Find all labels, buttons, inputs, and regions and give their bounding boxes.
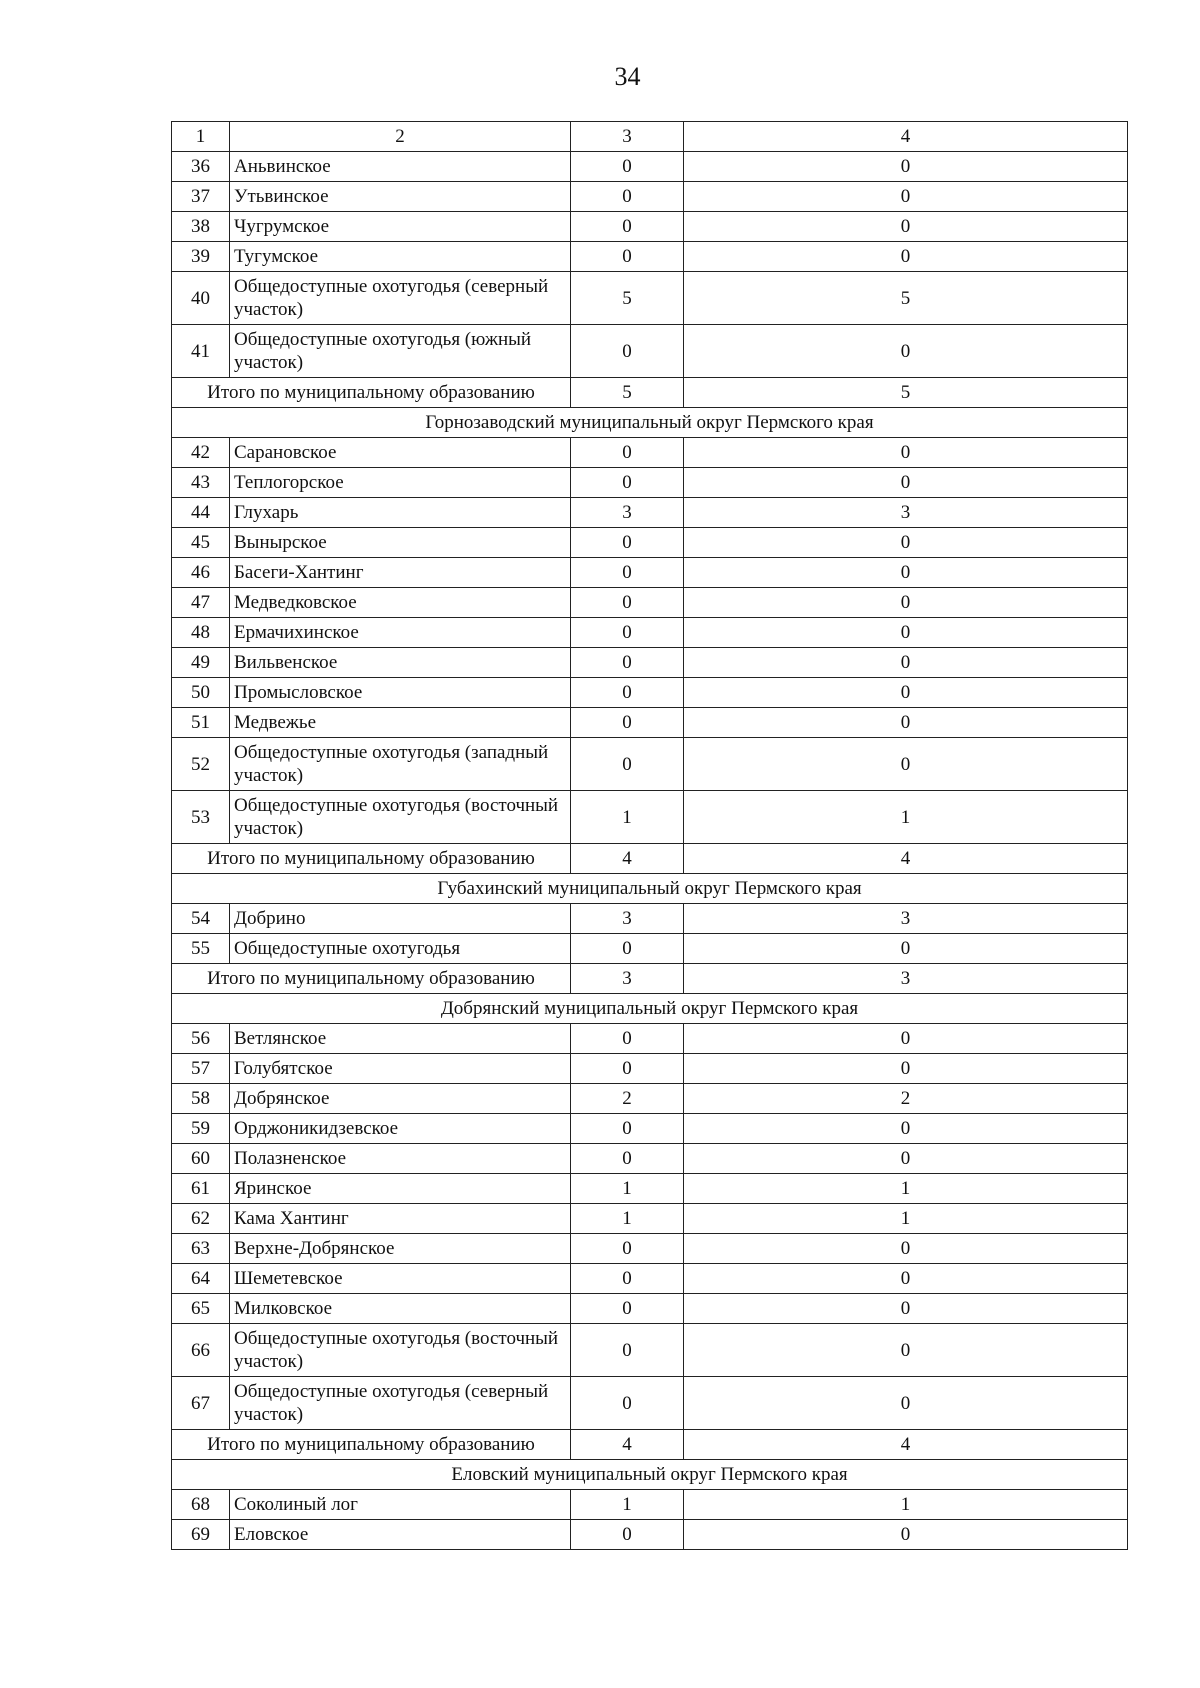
table-row xyxy=(172,738,1128,791)
row-number: 67 xyxy=(172,1377,230,1430)
hunting-ground-name: Тугумское xyxy=(230,242,571,272)
row-number: 64 xyxy=(172,1264,230,1294)
section-heading-row xyxy=(172,994,1128,1024)
table-row xyxy=(172,152,1128,182)
row-number: 55 xyxy=(172,934,230,964)
value-col-3: 3 xyxy=(571,904,684,934)
hunting-ground-name: Общедоступные охотугодья (северный участок) xyxy=(230,1377,571,1430)
value-col-4: 0 xyxy=(684,558,1128,588)
table-row xyxy=(172,182,1128,212)
value-col-3: 0 xyxy=(571,152,684,182)
value-col-4: 0 xyxy=(684,1520,1128,1550)
row-number: 52 xyxy=(172,738,230,791)
value-col-4: 0 xyxy=(684,182,1128,212)
table-row xyxy=(172,1174,1128,1204)
section-heading-row xyxy=(172,1460,1128,1490)
value-col-4: 1 xyxy=(684,791,1128,844)
table-row xyxy=(172,618,1128,648)
hunting-ground-name: Общедоступные охотугодья (южный участок) xyxy=(230,325,571,378)
hunting-ground-name: Вынырское xyxy=(230,528,571,558)
row-number: 46 xyxy=(172,558,230,588)
row-number: 69 xyxy=(172,1520,230,1550)
value-col-4: 5 xyxy=(684,272,1128,325)
value-col-3: 0 xyxy=(571,1264,684,1294)
hunting-ground-name: Басеги-Хантинг xyxy=(230,558,571,588)
table-row xyxy=(172,468,1128,498)
row-number: 60 xyxy=(172,1144,230,1174)
subtotal-label: Итого по муниципальному образованию xyxy=(172,378,571,408)
hunting-ground-name: Сарановское xyxy=(230,438,571,468)
value-col-3: 0 xyxy=(571,182,684,212)
value-col-3: 3 xyxy=(571,498,684,528)
row-number: 43 xyxy=(172,468,230,498)
value-col-4: 0 xyxy=(684,588,1128,618)
value-col-3: 1 xyxy=(571,1490,684,1520)
subtotal-col-4: 3 xyxy=(684,964,1128,994)
row-number: 58 xyxy=(172,1084,230,1114)
header-col-4: 4 xyxy=(684,122,1128,152)
value-col-4: 0 xyxy=(684,1377,1128,1430)
hunting-ground-name: Добрянское xyxy=(230,1084,571,1114)
table-row xyxy=(172,678,1128,708)
value-col-4: 3 xyxy=(684,498,1128,528)
section-heading-row xyxy=(172,874,1128,904)
subtotal-col-4: 4 xyxy=(684,844,1128,874)
table-row xyxy=(172,558,1128,588)
hunting-ground-name: Милковское xyxy=(230,1294,571,1324)
value-col-4: 0 xyxy=(684,1234,1128,1264)
hunting-ground-name: Общедоступные охотугодья (западный участок) xyxy=(230,738,571,791)
row-number: 39 xyxy=(172,242,230,272)
section-heading-row xyxy=(172,408,1128,438)
value-col-4: 0 xyxy=(684,648,1128,678)
value-col-3: 0 xyxy=(571,1054,684,1084)
row-number: 48 xyxy=(172,618,230,648)
subtotal-row xyxy=(172,964,1128,994)
table-row xyxy=(172,791,1128,844)
row-number: 49 xyxy=(172,648,230,678)
value-col-3: 1 xyxy=(571,1174,684,1204)
header-col-1: 1 xyxy=(172,122,230,152)
value-col-3: 0 xyxy=(571,468,684,498)
table-row xyxy=(172,1294,1128,1324)
value-col-3: 2 xyxy=(571,1084,684,1114)
hunting-ground-name: Ермачихинское xyxy=(230,618,571,648)
table-row xyxy=(172,1054,1128,1084)
table-row xyxy=(172,1204,1128,1234)
value-col-3: 0 xyxy=(571,528,684,558)
value-col-3: 0 xyxy=(571,1520,684,1550)
table-row xyxy=(172,588,1128,618)
value-col-4: 0 xyxy=(684,1264,1128,1294)
municipal-district-title: Горнозаводский муниципальный округ Пермского края xyxy=(172,408,1128,438)
hunting-ground-name: Добрино xyxy=(230,904,571,934)
hunting-ground-name: Общедоступные охотугодья (восточный участок) xyxy=(230,791,571,844)
value-col-4: 2 xyxy=(684,1084,1128,1114)
table-row xyxy=(172,1377,1128,1430)
value-col-4: 0 xyxy=(684,934,1128,964)
value-col-4: 0 xyxy=(684,708,1128,738)
value-col-4: 0 xyxy=(684,1324,1128,1377)
hunting-ground-name: Вильвенское xyxy=(230,648,571,678)
row-number: 63 xyxy=(172,1234,230,1264)
value-col-3: 0 xyxy=(571,738,684,791)
row-number: 57 xyxy=(172,1054,230,1084)
value-col-4: 0 xyxy=(684,678,1128,708)
table-row xyxy=(172,528,1128,558)
value-col-3: 0 xyxy=(571,648,684,678)
row-number: 54 xyxy=(172,904,230,934)
hunting-ground-name: Утьвинское xyxy=(230,182,571,212)
table-row xyxy=(172,1520,1128,1550)
value-col-3: 0 xyxy=(571,708,684,738)
table-header-row xyxy=(172,122,1128,152)
row-number: 50 xyxy=(172,678,230,708)
hunting-ground-name: Полазненское xyxy=(230,1144,571,1174)
row-number: 44 xyxy=(172,498,230,528)
value-col-4: 1 xyxy=(684,1490,1128,1520)
table-row xyxy=(172,1144,1128,1174)
value-col-4: 0 xyxy=(684,438,1128,468)
value-col-3: 0 xyxy=(571,1114,684,1144)
table-row xyxy=(172,708,1128,738)
municipal-district-title: Еловский муниципальный округ Пермского края xyxy=(172,1460,1128,1490)
subtotal-col-3: 3 xyxy=(571,964,684,994)
subtotal-label: Итого по муниципальному образованию xyxy=(172,844,571,874)
hunting-ground-name: Общедоступные охотугодья (северный участок) xyxy=(230,272,571,325)
table-row xyxy=(172,325,1128,378)
row-number: 40 xyxy=(172,272,230,325)
value-col-4: 0 xyxy=(684,528,1128,558)
subtotal-label: Итого по муниципальному образованию xyxy=(172,964,571,994)
hunting-ground-name: Шеметевское xyxy=(230,1264,571,1294)
hunting-ground-name: Аньвинское xyxy=(230,152,571,182)
header-col-2: 2 xyxy=(230,122,571,152)
row-number: 41 xyxy=(172,325,230,378)
hunting-ground-name: Общедоступные охотугодья xyxy=(230,934,571,964)
hunting-ground-name: Общедоступные охотугодья (восточный участок) xyxy=(230,1324,571,1377)
value-col-4: 0 xyxy=(684,618,1128,648)
value-col-3: 0 xyxy=(571,934,684,964)
subtotal-col-3: 4 xyxy=(571,1430,684,1460)
hunting-ground-name: Верхне-Добрянское xyxy=(230,1234,571,1264)
hunting-ground-name: Соколиный лог xyxy=(230,1490,571,1520)
table-row xyxy=(172,1324,1128,1377)
value-col-3: 0 xyxy=(571,212,684,242)
value-col-3: 5 xyxy=(571,272,684,325)
value-col-4: 3 xyxy=(684,904,1128,934)
value-col-3: 0 xyxy=(571,678,684,708)
hunting-ground-name: Кама Хантинг xyxy=(230,1204,571,1234)
subtotal-col-4: 5 xyxy=(684,378,1128,408)
row-number: 61 xyxy=(172,1174,230,1204)
subtotal-col-3: 5 xyxy=(571,378,684,408)
value-col-4: 0 xyxy=(684,325,1128,378)
value-col-3: 0 xyxy=(571,1234,684,1264)
row-number: 38 xyxy=(172,212,230,242)
row-number: 42 xyxy=(172,438,230,468)
row-number: 47 xyxy=(172,588,230,618)
hunting-ground-name: Глухарь xyxy=(230,498,571,528)
table-row xyxy=(172,272,1128,325)
row-number: 65 xyxy=(172,1294,230,1324)
subtotal-row xyxy=(172,1430,1128,1460)
row-number: 37 xyxy=(172,182,230,212)
value-col-3: 0 xyxy=(571,325,684,378)
value-col-3: 0 xyxy=(571,588,684,618)
municipal-district-title: Добрянский муниципальный округ Пермского края xyxy=(172,994,1128,1024)
value-col-3: 0 xyxy=(571,242,684,272)
hunting-ground-name: Промысловское xyxy=(230,678,571,708)
subtotal-row xyxy=(172,844,1128,874)
table-row xyxy=(172,904,1128,934)
hunting-ground-name: Орджоникидзевское xyxy=(230,1114,571,1144)
value-col-3: 1 xyxy=(571,1204,684,1234)
table-row xyxy=(172,648,1128,678)
value-col-3: 0 xyxy=(571,558,684,588)
table-row xyxy=(172,242,1128,272)
hunting-ground-name: Медведковское xyxy=(230,588,571,618)
row-number: 66 xyxy=(172,1324,230,1377)
value-col-3: 0 xyxy=(571,1024,684,1054)
hunting-ground-name: Еловское xyxy=(230,1520,571,1550)
value-col-4: 0 xyxy=(684,1144,1128,1174)
value-col-4: 0 xyxy=(684,468,1128,498)
table-row xyxy=(172,498,1128,528)
table-row xyxy=(172,1490,1128,1520)
subtotal-row xyxy=(172,378,1128,408)
value-col-3: 0 xyxy=(571,438,684,468)
value-col-3: 1 xyxy=(571,791,684,844)
value-col-4: 0 xyxy=(684,1114,1128,1144)
hunting-ground-name: Голубятское xyxy=(230,1054,571,1084)
value-col-3: 0 xyxy=(571,1377,684,1430)
row-number: 59 xyxy=(172,1114,230,1144)
table-row xyxy=(172,1114,1128,1144)
row-number: 36 xyxy=(172,152,230,182)
table-row xyxy=(172,1024,1128,1054)
value-col-3: 0 xyxy=(571,1294,684,1324)
row-number: 68 xyxy=(172,1490,230,1520)
municipal-district-title: Губахинский муниципальный округ Пермского края xyxy=(172,874,1128,904)
table-row xyxy=(172,934,1128,964)
hunting-ground-name: Теплогорское xyxy=(230,468,571,498)
value-col-4: 0 xyxy=(684,152,1128,182)
table-row xyxy=(172,1234,1128,1264)
subtotal-label: Итого по муниципальному образованию xyxy=(172,1430,571,1460)
value-col-3: 0 xyxy=(571,1144,684,1174)
value-col-4: 0 xyxy=(684,738,1128,791)
hunting-ground-name: Яринское xyxy=(230,1174,571,1204)
hunting-ground-name: Медвежье xyxy=(230,708,571,738)
row-number: 51 xyxy=(172,708,230,738)
subtotal-col-3: 4 xyxy=(571,844,684,874)
hunting-ground-name: Чугрумское xyxy=(230,212,571,242)
hunting-ground-name: Ветлянское xyxy=(230,1024,571,1054)
value-col-4: 0 xyxy=(684,1024,1128,1054)
value-col-4: 1 xyxy=(684,1204,1128,1234)
table-row xyxy=(172,1264,1128,1294)
value-col-4: 0 xyxy=(684,212,1128,242)
table-row xyxy=(172,212,1128,242)
value-col-3: 0 xyxy=(571,618,684,648)
row-number: 62 xyxy=(172,1204,230,1234)
page-number: 34 xyxy=(614,62,641,91)
value-col-4: 0 xyxy=(684,1054,1128,1084)
table-row xyxy=(172,1084,1128,1114)
table-row xyxy=(172,438,1128,468)
subtotal-col-4: 4 xyxy=(684,1430,1128,1460)
row-number: 45 xyxy=(172,528,230,558)
row-number: 53 xyxy=(172,791,230,844)
value-col-4: 1 xyxy=(684,1174,1128,1204)
row-number: 56 xyxy=(172,1024,230,1054)
value-col-4: 0 xyxy=(684,242,1128,272)
header-col-3: 3 xyxy=(571,122,684,152)
value-col-3: 0 xyxy=(571,1324,684,1377)
value-col-4: 0 xyxy=(684,1294,1128,1324)
hunting-grounds-table xyxy=(171,121,1128,1550)
